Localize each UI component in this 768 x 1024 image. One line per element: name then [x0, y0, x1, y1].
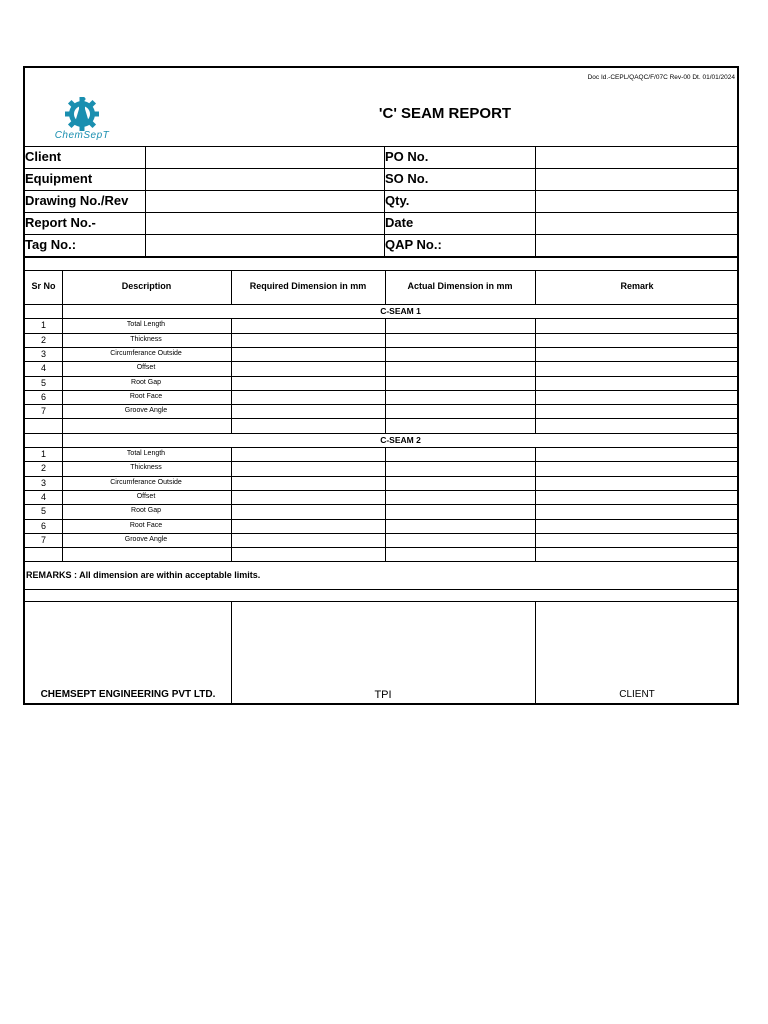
field-label: Tag No.:: [25, 237, 77, 252]
signature-box[interactable]: [26, 602, 230, 686]
remark-input[interactable]: [536, 447, 739, 461]
field-label: PO No.: [385, 149, 429, 164]
report-sheet: [23, 66, 739, 705]
remark-input[interactable]: [536, 533, 739, 547]
required-dimension-input[interactable]: [232, 533, 385, 547]
sr-no: 6: [40, 391, 46, 402]
field-label: QAP No.:: [385, 237, 442, 252]
column-header: Description: [121, 281, 172, 291]
header-column-divider: [384, 146, 385, 256]
table-row: [25, 561, 739, 562]
remark-input[interactable]: [536, 476, 739, 490]
remark-input[interactable]: [536, 461, 739, 475]
column-divider: [231, 318, 232, 432]
description: Circumferance Outside: [110, 478, 182, 486]
column-divider: [62, 304, 63, 433]
field-value-input[interactable]: [146, 234, 384, 256]
column-divider: [535, 270, 536, 304]
signature-label: CLIENT: [619, 689, 655, 700]
column-header: Required Dimension in mm: [249, 281, 367, 291]
column-header: Actual Dimension in mm: [407, 281, 513, 291]
required-dimension-input[interactable]: [232, 376, 385, 390]
description: Total Length: [126, 450, 166, 457]
column-divider: [385, 447, 386, 561]
description: Root Face: [129, 521, 163, 529]
remarks-divider: [25, 589, 739, 590]
required-dimension-input[interactable]: [232, 361, 385, 375]
remark-input[interactable]: [536, 347, 739, 361]
sr-no: 4: [40, 491, 46, 502]
description: Offset: [136, 492, 156, 500]
sr-no: 2: [40, 463, 46, 474]
sr-no: 6: [40, 520, 46, 531]
description: Root Gap: [131, 378, 161, 386]
column-divider: [535, 447, 536, 561]
field-value-input[interactable]: [146, 190, 384, 212]
company-logo: [37, 94, 127, 142]
logo-brand-text: ChemSepT: [54, 130, 110, 141]
field-label: Drawing No./Rev: [25, 193, 129, 208]
field-label: Date: [385, 215, 414, 230]
remark-input[interactable]: [536, 404, 739, 418]
actual-dimension-input[interactable]: [386, 519, 535, 533]
sr-no: 3: [40, 477, 46, 488]
actual-dimension-input[interactable]: [386, 347, 535, 361]
field-value-input[interactable]: [536, 234, 739, 256]
signature-box[interactable]: [536, 602, 738, 686]
header-column-divider: [535, 146, 536, 256]
required-dimension-input[interactable]: [232, 333, 385, 347]
section-title: C-SEAM 1: [380, 306, 421, 316]
field-label: Client: [25, 149, 62, 164]
header-column-divider: [145, 146, 146, 256]
signature-label: CHEMSEPT ENGINEERING PVT LTD.: [40, 689, 216, 700]
required-dimension-input[interactable]: [232, 490, 385, 504]
remark-input[interactable]: [536, 361, 739, 375]
description: Groove Angle: [124, 407, 168, 415]
actual-dimension-input[interactable]: [386, 461, 535, 475]
sr-no: 3: [40, 348, 46, 359]
field-label: Report No.-: [25, 215, 96, 230]
remark-input[interactable]: [536, 376, 739, 390]
table-row: [25, 547, 739, 548]
column-divider: [231, 270, 232, 304]
actual-dimension-input[interactable]: [386, 318, 535, 332]
required-dimension-input[interactable]: [232, 347, 385, 361]
column-divider: [385, 318, 386, 432]
sr-no: 5: [40, 506, 46, 517]
description: Thickness: [130, 335, 162, 343]
sr-no: 2: [40, 334, 46, 345]
description: Circumferance Outside: [110, 349, 182, 357]
field-value-input[interactable]: [536, 212, 739, 234]
actual-dimension-input[interactable]: [386, 333, 535, 347]
remarks-text: REMARKS : All dimension are within acceptable limits.: [26, 570, 261, 581]
column-divider: [231, 447, 232, 561]
actual-dimension-input[interactable]: [386, 476, 535, 490]
required-dimension-input[interactable]: [232, 476, 385, 490]
description: Groove Angle: [124, 535, 168, 543]
actual-dimension-input[interactable]: [386, 404, 535, 418]
field-value-input[interactable]: [536, 168, 739, 190]
remark-input[interactable]: [536, 318, 739, 332]
column-divider: [62, 270, 63, 304]
required-dimension-input[interactable]: [232, 461, 385, 475]
sr-no: 7: [40, 406, 46, 417]
sr-no: 1: [40, 320, 46, 331]
signature-box[interactable]: [232, 602, 534, 686]
sr-no: 1: [40, 449, 46, 459]
required-dimension-input[interactable]: [232, 519, 385, 533]
remark-input[interactable]: [536, 519, 739, 533]
table-row: [25, 418, 739, 419]
field-value-input[interactable]: [536, 146, 739, 168]
field-label: SO No.: [385, 171, 429, 186]
spacer-divider: [25, 257, 739, 258]
page-title: 'C' SEAM REPORT: [378, 105, 512, 122]
field-value-input[interactable]: [146, 168, 384, 190]
field-label: Qty.: [385, 193, 410, 208]
actual-dimension-input[interactable]: [386, 504, 535, 518]
actual-dimension-input[interactable]: [386, 447, 535, 461]
column-divider: [535, 318, 536, 432]
remark-input[interactable]: [536, 490, 739, 504]
actual-dimension-input[interactable]: [386, 533, 535, 547]
field-value-input[interactable]: [146, 212, 384, 234]
description: Root Face: [129, 392, 163, 400]
section-title: C-SEAM 2: [380, 434, 421, 445]
column-divider: [385, 270, 386, 304]
description: Total Length: [126, 321, 166, 329]
remark-input[interactable]: [536, 390, 739, 404]
actual-dimension-input[interactable]: [386, 390, 535, 404]
actual-dimension-input[interactable]: [386, 376, 535, 390]
column-header: Remark: [620, 281, 654, 291]
doc-id: Doc Id.-CEPL/QAQC/F/07C Rev-00 Dt. 01/01/2024: [587, 74, 735, 81]
signature-label: TPI: [374, 689, 392, 701]
table-top-divider: [25, 270, 739, 271]
actual-dimension-input[interactable]: [386, 490, 535, 504]
field-value-input[interactable]: [536, 190, 739, 212]
table-row: [25, 433, 739, 434]
required-dimension-input[interactable]: [232, 404, 385, 418]
remark-input[interactable]: [536, 333, 739, 347]
column-divider: [62, 433, 63, 562]
description: Thickness: [130, 464, 162, 472]
field-label: Equipment: [25, 171, 93, 186]
required-dimension-input[interactable]: [232, 390, 385, 404]
description: Root Gap: [131, 507, 161, 515]
sr-no: 7: [40, 534, 46, 545]
description: Offset: [136, 364, 156, 372]
required-dimension-input[interactable]: [232, 318, 385, 332]
table-header-divider: [25, 304, 739, 305]
actual-dimension-input[interactable]: [386, 361, 535, 375]
column-header: Sr No: [31, 281, 56, 291]
sr-no: 4: [40, 363, 46, 374]
required-dimension-input[interactable]: [232, 504, 385, 518]
sr-no: 5: [40, 377, 46, 388]
field-value-input[interactable]: [146, 146, 384, 168]
remark-input[interactable]: [536, 504, 739, 518]
required-dimension-input[interactable]: [232, 447, 385, 461]
